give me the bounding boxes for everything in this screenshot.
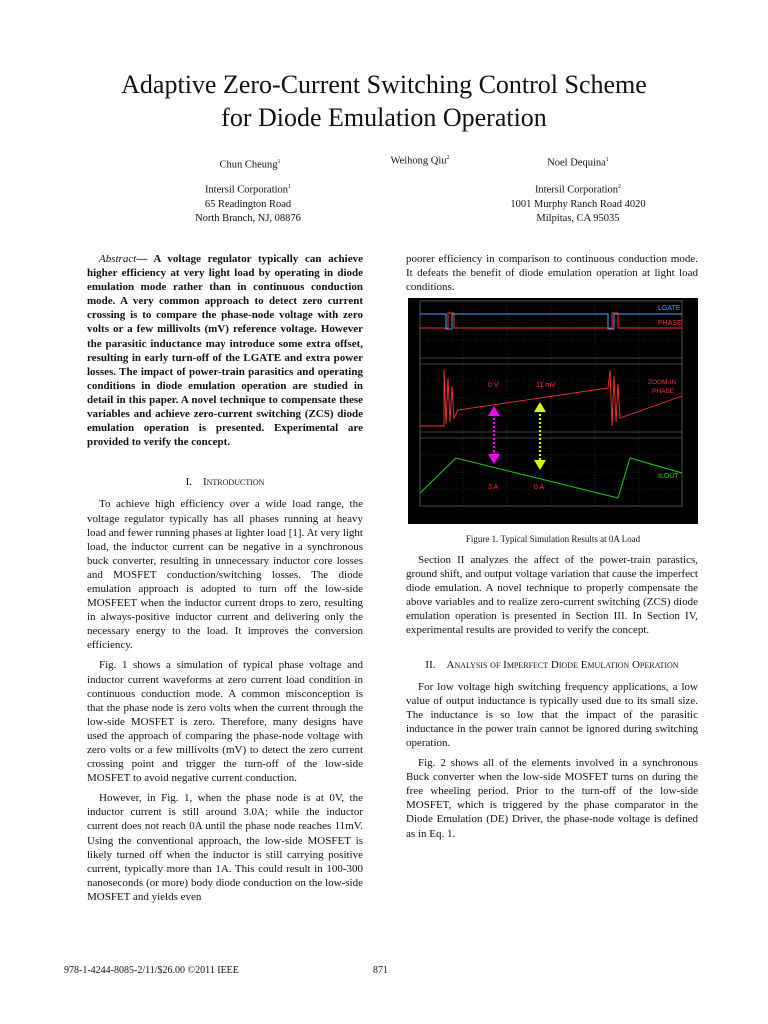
label-0v: 0 V <box>488 382 499 389</box>
simulation-plot <box>408 298 698 524</box>
author-sup: 2 <box>446 155 450 161</box>
title-line-2: for Diode Emulation Operation <box>221 103 547 132</box>
affil-line: 65 Readington Road <box>204 198 292 210</box>
left-column <box>87 252 363 910</box>
paragraph: To achieve high efficiency over a wide load range, the voltage regulator typically has all phases running at heavy load and fewer running phases at lighter load [1]. At very light load, the inductor current can be negative in a synchronous buck converter, resulting in unnecessary inductor core losses and MOSFET conduction/switching losses. The diode emulation approach is adopted to turn off the low-side MOSFEET when the inductor current drops to zero, resulting in always-positive inductor current and delivering only the necessary energy to the load. It improves the conversion efficiency. <box>87 498 363 652</box>
affil-line: Intersil Corporation <box>534 184 619 196</box>
paragraph: For low voltage high switching frequency applications, a low value of output inductance is typically used due to its small size. The inductance is so low that the impact of the parasitic inductance in the power train cannot be ignored during switching operation. <box>406 680 698 749</box>
section-2-heading <box>406 658 698 672</box>
section-number: II. <box>425 658 436 671</box>
label-zoom-in: ZOOM-IN <box>648 379 677 386</box>
affil-sup: 2 <box>618 184 622 190</box>
right-column-lower <box>406 553 698 847</box>
label-zoom-phase: PHASE <box>652 388 675 395</box>
plot-background <box>408 298 698 524</box>
figure-1 <box>408 298 698 524</box>
label-lgate: LGATE <box>658 305 681 312</box>
section-title: Introduction <box>202 476 265 489</box>
affil-line: 1001 Murphy Ranch Road 4020 <box>510 198 646 210</box>
section-number: I. <box>185 476 192 489</box>
author-name: Chun Cheung <box>219 159 278 171</box>
author-3 <box>478 153 678 171</box>
paragraph: Section II analyzes the affect of the power-train parastics, ground shift, and output voltage variation that cause the imperfect diode emulation. A novel technique to properly compensate the above variables and to realize zero-current switching (ZCS) diode emulation operation is presented in Section III. In Section IV, experimental results are provided to verify the concept. <box>406 554 698 637</box>
label-phase: PHASE <box>658 320 682 327</box>
author-name: Noel Dequina <box>547 157 606 169</box>
label-3a: 3 A <box>488 484 499 491</box>
affiliation-1 <box>148 180 348 226</box>
figure-1-caption: Figure 1. Typical Simulation Results at 0A Load <box>465 534 641 544</box>
affiliation-2 <box>478 180 678 226</box>
abstract-text: — A voltage regulator typically can achieve higher efficiency at very light load by operating in diode emulation mode rather than in continuous conduction mode. A very common approach to detect zero current crossing is to compare the phase-node voltage with zero volts or a few millivolts (mV) reference voltage. However the parasitic inductance may introduce some extra offset, resulting in early turn-off of the LGATE and extra power losses. The impact of power-train parasitics and operating conditions in diode emulation operation are studied in detail in this paper. A novel technique to compensate these variables and achieve zero-current switching (ZCS) diode emulation operation is presented. Experimental are provided to verify the concept. <box>87 253 363 449</box>
section-title: Analysis of Imperfect Diode Emulation Operation <box>446 658 679 671</box>
paragraph: poorer efficiency in comparison to continuous conduction mode. It defeats the benefit of diode emulation operation at light load conditions. <box>406 253 698 294</box>
paragraph: Fig. 1 shows a simulation of typical phase voltage and inductor current waveforms at zero current load condition in continuous conduction mode. A common misconception is that the phase node is zero volts when the current through the low-side MOSFET is zero. Therefore, many designs have used the approach of comparing the phase-node voltage with zero volts or a few millivolts (mV) to detect the zero current crossing point and trigger the turn-off of the low-side MOSFET to avoid negative current conduction. <box>87 659 363 785</box>
abstract <box>87 252 363 449</box>
abstract-label: Abstract <box>99 253 137 265</box>
section-1-heading <box>87 475 363 489</box>
paragraph: However, in Fig. 1, when the phase node is at 0V, the inductor current is still around 3.0A; while the inductor current does not reach 0A until the phase node reaches 11mV. Using the conventional approach, the low-side MOSFET is likely turned off when the inductor is still carrying positive current, typically more than 1A. This could result in 100-300 nanoseconds (or more) body diode conduction on the low-side MOSFET and yields even <box>87 792 363 903</box>
affil-sup: 1 <box>288 184 292 190</box>
label-11mv: 11 mV <box>536 382 556 389</box>
affil-line: Intersil Corporation <box>204 184 289 196</box>
author-name: Weihong Qiu <box>390 155 447 167</box>
footer-copyright: 978-1-4244-8085-2/11/$26.00 ©2011 IEEE <box>64 965 239 976</box>
label-ilout: ILOUT <box>658 473 679 480</box>
paper-title <box>0 68 768 134</box>
affil-line: North Branch, NJ, 08876 <box>195 212 301 224</box>
author-sup: 1 <box>277 159 281 165</box>
title-line-1: Adaptive Zero-Current Switching Control Scheme <box>121 70 647 99</box>
label-0a: 0 A <box>534 484 545 491</box>
right-column <box>406 252 698 300</box>
author-sup: 1 <box>605 157 609 163</box>
affil-line: Milpitas, CA 95035 <box>536 212 620 224</box>
paragraph: Fig. 2 shows all of the elements involved in a synchronous Buck converter when the low-side MOSFET turns on during the free wheeling period. Prior to the turn-off of the low-side MOSFET, which is triggered by the phase comparator in the Diode Emulation (DE) Driver, the phase-node voltage is defined as in Eq. 1. <box>406 757 698 840</box>
footer-page-number: 871 <box>373 965 388 976</box>
